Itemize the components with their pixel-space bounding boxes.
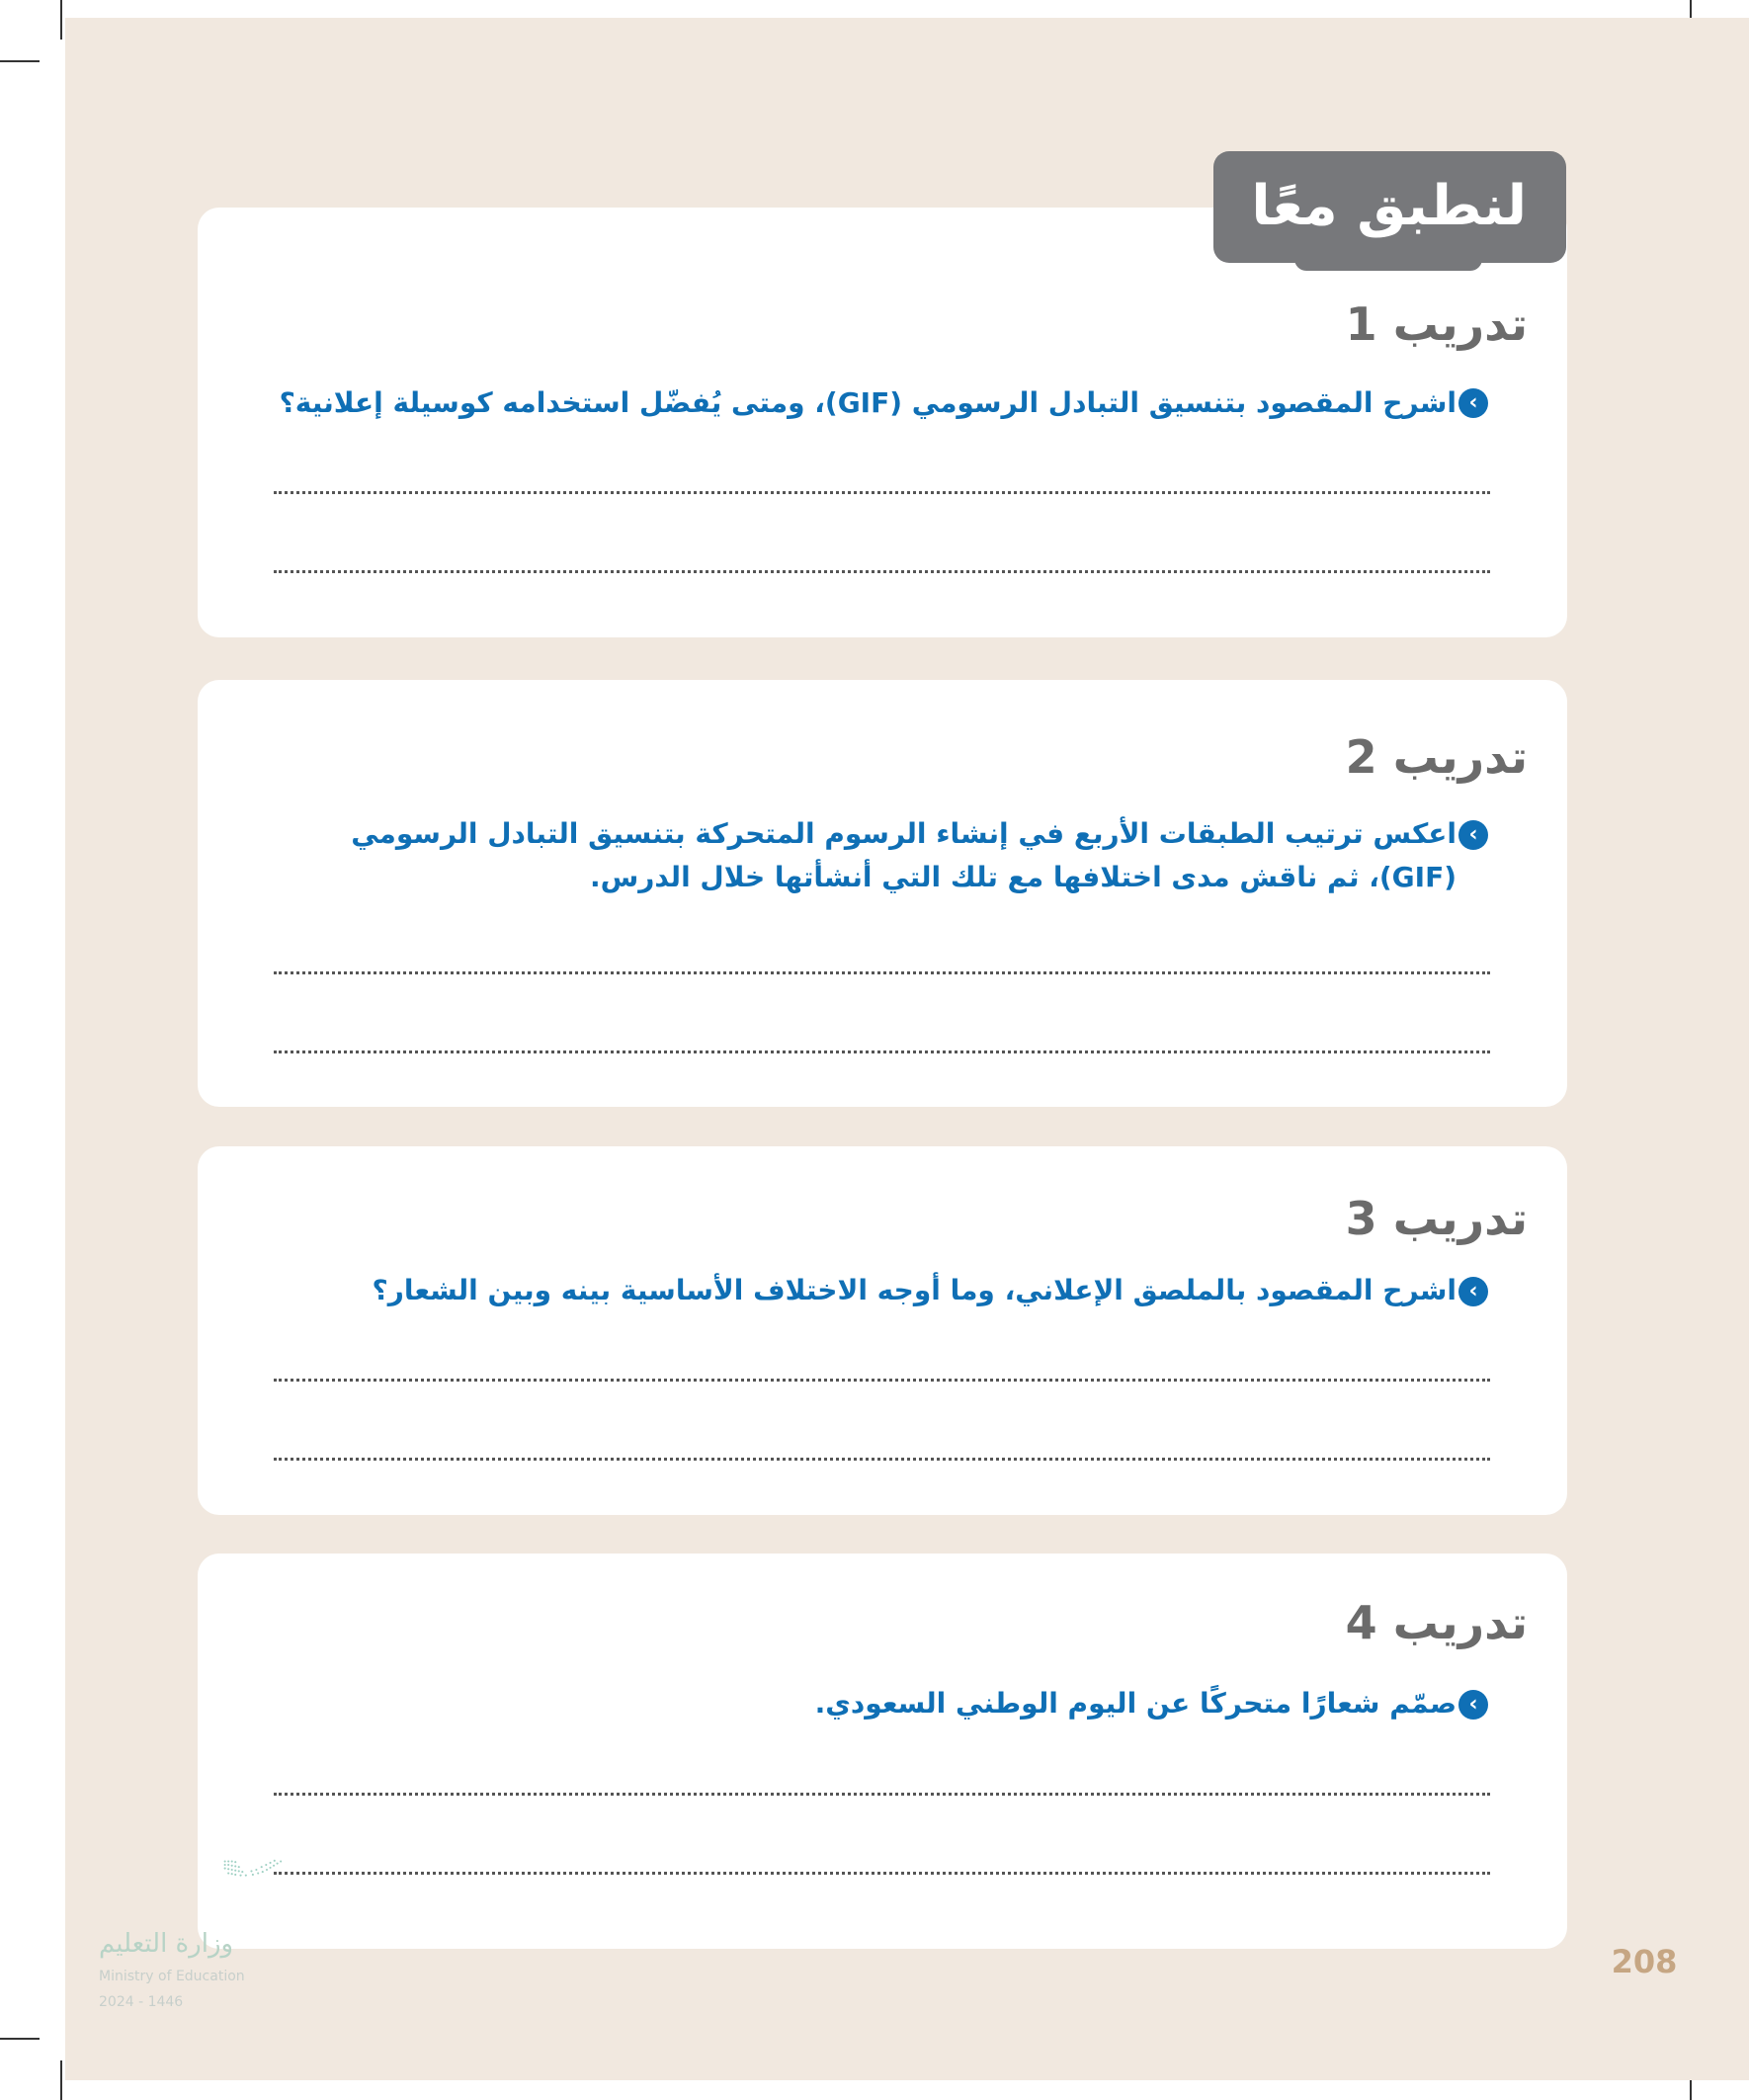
crop-mark bbox=[0, 2038, 40, 2040]
exercise-title: تدريب 1 bbox=[1345, 297, 1528, 351]
exercise-card-2 bbox=[198, 680, 1567, 1107]
exercise-title: تدريب 4 bbox=[1345, 1596, 1528, 1649]
page-number: 208 bbox=[1611, 1943, 1678, 1980]
answer-line[interactable] bbox=[274, 491, 1490, 494]
answer-line[interactable] bbox=[274, 971, 1490, 974]
ministry-logo-icon bbox=[178, 1858, 356, 1917]
exercise-question bbox=[275, 1269, 1500, 1312]
exercise-question-text: صمّم شعارًا متحركًا عن اليوم الوطني السعودي. bbox=[814, 1687, 1457, 1720]
answer-line[interactable] bbox=[274, 1793, 1490, 1796]
exercise-title: تدريب 2 bbox=[1345, 730, 1528, 784]
chevron-left-circle-icon: ‹ bbox=[1458, 820, 1488, 850]
chevron-left-circle-icon: ‹ bbox=[1458, 388, 1488, 418]
exercise-question-text: اشرح المقصود بالملصق الإعلاني، وما أوجه الاختلاف الأساسية بينه وبين الشعار؟ bbox=[372, 1274, 1457, 1306]
exercise-question-text: اشرح المقصود بتنسيق التبادل الرسومي (GIF)، ومتى يُفضّل استخدامه كوسيلة إعلانية؟ bbox=[279, 386, 1457, 419]
answer-line[interactable] bbox=[274, 570, 1490, 573]
answer-line[interactable] bbox=[274, 1872, 1490, 1875]
answer-line[interactable] bbox=[274, 1379, 1490, 1382]
chevron-left-circle-icon: ‹ bbox=[1458, 1690, 1488, 1720]
answer-line[interactable] bbox=[274, 1458, 1490, 1461]
exercise-card-1 bbox=[198, 208, 1567, 637]
crop-mark bbox=[0, 60, 40, 62]
chevron-left-circle-icon: ‹ bbox=[1458, 1277, 1488, 1306]
ministry-logo-year: 2024 - 1446 bbox=[99, 1994, 184, 2010]
section-title: لنطبق معًا bbox=[1251, 174, 1527, 238]
crop-mark bbox=[60, 2060, 62, 2100]
exercise-question bbox=[275, 812, 1500, 899]
exercise-question-text: اعكس ترتيب الطبقات الأربع في إنشاء الرسوم المتحركة بتنسيق التبادل الرسومي (GIF)، ثم ناقش مدى اختلافها مع تلك التي أنشأتها خلال الدرس. bbox=[351, 817, 1457, 893]
exercise-question bbox=[275, 381, 1500, 425]
exercise-card-4 bbox=[198, 1554, 1567, 1949]
ministry-logo-arabic: وزارة التعليم bbox=[99, 1929, 234, 1959]
answer-line[interactable] bbox=[274, 1050, 1490, 1053]
section-tab bbox=[1213, 151, 1566, 263]
ministry-logo-english: Ministry of Education bbox=[99, 1969, 245, 1984]
crop-mark bbox=[60, 0, 62, 40]
exercise-title: تدريب 3 bbox=[1345, 1192, 1528, 1245]
exercise-card-3 bbox=[198, 1146, 1567, 1515]
exercise-question bbox=[275, 1682, 1500, 1725]
